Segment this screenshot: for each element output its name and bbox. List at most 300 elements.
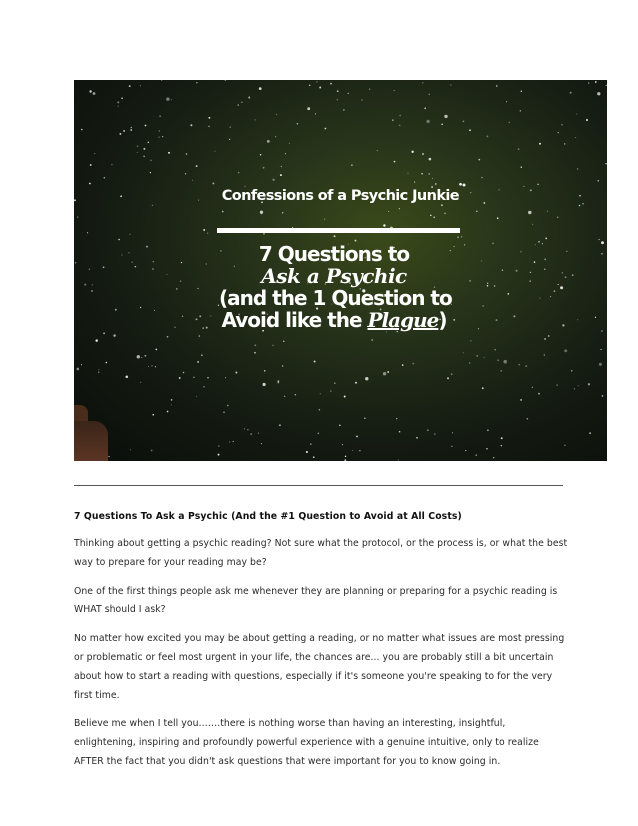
star xyxy=(176,288,178,290)
star xyxy=(452,432,453,433)
star xyxy=(399,431,401,433)
star xyxy=(137,152,138,153)
hero-image xyxy=(74,80,607,461)
star xyxy=(545,238,547,240)
star xyxy=(267,140,270,143)
star xyxy=(450,85,451,86)
star xyxy=(279,424,281,426)
star xyxy=(254,344,256,346)
star xyxy=(153,261,155,263)
star xyxy=(330,83,332,85)
star xyxy=(365,377,368,380)
star xyxy=(538,393,540,395)
star xyxy=(137,355,140,358)
headline-script: Ask a Psychic xyxy=(261,264,407,288)
star xyxy=(282,365,284,367)
star xyxy=(207,377,209,379)
star xyxy=(359,450,360,451)
star xyxy=(402,364,404,366)
star xyxy=(150,160,151,161)
star xyxy=(476,355,478,357)
star xyxy=(348,93,349,94)
star xyxy=(81,129,83,131)
star xyxy=(435,183,437,185)
star xyxy=(588,383,590,385)
star xyxy=(574,388,575,389)
star xyxy=(316,81,317,82)
star xyxy=(261,443,262,444)
star xyxy=(120,195,122,197)
star xyxy=(595,81,597,83)
star xyxy=(129,85,131,87)
star xyxy=(281,166,282,167)
star xyxy=(150,172,151,173)
star xyxy=(497,359,499,361)
star xyxy=(399,125,400,126)
star xyxy=(487,136,489,138)
star xyxy=(297,123,299,125)
star xyxy=(388,211,389,212)
star xyxy=(530,189,532,191)
star xyxy=(422,153,424,155)
star xyxy=(499,189,500,190)
star xyxy=(601,241,604,244)
star xyxy=(87,232,88,233)
star xyxy=(539,143,541,145)
headline-line-4-suffix: ) xyxy=(438,308,447,332)
star xyxy=(108,456,109,457)
star xyxy=(319,87,321,89)
star xyxy=(364,417,365,418)
star xyxy=(396,418,397,419)
star xyxy=(104,177,106,179)
star xyxy=(441,204,443,206)
star xyxy=(248,97,250,99)
star xyxy=(334,382,335,383)
star xyxy=(482,387,484,389)
star xyxy=(197,288,198,289)
headline-line-4 xyxy=(219,309,449,331)
star xyxy=(544,259,546,261)
star xyxy=(98,372,99,373)
star xyxy=(351,164,353,166)
star xyxy=(570,92,572,94)
star xyxy=(429,94,430,95)
star xyxy=(556,384,557,385)
star xyxy=(224,80,226,81)
star xyxy=(534,261,536,263)
star xyxy=(74,199,76,201)
star xyxy=(576,113,577,114)
horizontal-rule xyxy=(74,485,563,486)
star xyxy=(475,454,477,456)
star xyxy=(95,339,97,341)
star xyxy=(565,276,567,278)
star xyxy=(84,284,86,286)
star xyxy=(76,368,79,371)
star xyxy=(451,446,452,447)
star xyxy=(606,85,607,86)
star xyxy=(146,246,148,248)
star xyxy=(166,97,170,101)
headline-line-4-prefix: Avoid like the xyxy=(221,308,368,332)
star xyxy=(564,143,566,145)
star xyxy=(182,316,183,317)
star xyxy=(129,234,130,235)
star xyxy=(193,377,194,378)
star xyxy=(407,173,408,174)
star xyxy=(148,142,149,143)
star xyxy=(264,370,265,371)
star xyxy=(161,80,162,81)
star xyxy=(561,124,563,126)
star xyxy=(544,268,546,270)
star xyxy=(140,307,141,308)
star xyxy=(263,233,265,235)
star xyxy=(433,216,435,218)
star xyxy=(416,437,418,439)
star xyxy=(250,433,252,435)
star xyxy=(602,395,604,397)
star xyxy=(518,148,520,150)
star xyxy=(426,120,429,123)
star xyxy=(121,254,122,255)
star xyxy=(579,205,581,207)
star xyxy=(244,428,245,429)
star xyxy=(453,319,455,321)
star xyxy=(199,335,201,337)
star xyxy=(260,154,262,156)
star xyxy=(334,235,336,237)
star xyxy=(159,115,160,116)
star xyxy=(167,411,169,413)
star xyxy=(314,361,316,363)
star xyxy=(478,159,480,161)
star xyxy=(599,239,600,240)
star xyxy=(255,119,256,120)
star xyxy=(564,349,567,352)
star xyxy=(135,266,137,268)
star xyxy=(469,280,471,282)
star xyxy=(399,115,401,117)
star xyxy=(459,183,462,186)
star xyxy=(577,168,578,169)
star xyxy=(496,319,498,321)
star xyxy=(185,173,186,174)
star xyxy=(317,432,319,434)
star xyxy=(428,173,430,175)
star xyxy=(343,109,345,111)
star xyxy=(203,386,204,387)
star xyxy=(196,396,197,397)
star xyxy=(441,124,443,126)
star xyxy=(361,99,362,100)
star xyxy=(597,180,599,182)
star xyxy=(463,121,465,123)
star xyxy=(330,391,331,392)
article-body xyxy=(74,508,569,782)
star xyxy=(315,113,316,114)
star xyxy=(260,210,263,213)
star xyxy=(339,425,340,426)
star xyxy=(92,284,93,285)
star xyxy=(275,136,276,137)
star xyxy=(196,82,197,83)
star xyxy=(595,317,596,318)
star xyxy=(601,330,603,332)
star xyxy=(158,136,159,137)
star xyxy=(144,355,146,357)
star xyxy=(91,290,93,292)
star xyxy=(276,114,277,115)
star xyxy=(530,272,531,273)
star xyxy=(444,213,446,215)
star xyxy=(117,101,119,103)
star xyxy=(132,262,133,263)
star xyxy=(272,345,273,346)
star xyxy=(544,354,545,355)
star xyxy=(123,130,125,132)
star xyxy=(113,334,115,336)
star xyxy=(544,338,546,340)
star xyxy=(121,97,123,99)
star xyxy=(520,399,522,401)
star xyxy=(145,125,147,127)
article-title: 7 Questions To Ask a Psychic (And the #1 Question to Avoid at All Costs) xyxy=(74,511,462,522)
star xyxy=(352,450,353,451)
star xyxy=(130,449,131,450)
star xyxy=(183,372,185,374)
star xyxy=(179,377,181,379)
star xyxy=(509,122,510,123)
star xyxy=(210,315,211,316)
star xyxy=(521,166,523,168)
star xyxy=(171,404,172,405)
star xyxy=(434,433,436,435)
star xyxy=(207,233,208,234)
star xyxy=(572,274,574,276)
star xyxy=(202,327,204,329)
star xyxy=(421,173,423,175)
star xyxy=(218,445,219,446)
star xyxy=(192,180,193,181)
star xyxy=(558,284,559,285)
star xyxy=(89,90,91,92)
star xyxy=(355,382,357,384)
star xyxy=(190,124,192,126)
star xyxy=(461,236,462,237)
star xyxy=(159,130,161,132)
star xyxy=(548,335,550,337)
star xyxy=(280,174,282,176)
star xyxy=(605,163,606,164)
star xyxy=(103,332,105,334)
star xyxy=(377,150,378,151)
star xyxy=(463,352,464,353)
star xyxy=(478,328,479,329)
star xyxy=(582,203,584,205)
star xyxy=(235,372,237,374)
star xyxy=(444,115,447,118)
star xyxy=(201,355,202,356)
star xyxy=(295,394,296,395)
star xyxy=(89,269,91,271)
star xyxy=(209,117,211,119)
star xyxy=(492,243,494,245)
star xyxy=(324,219,325,220)
star xyxy=(272,179,274,181)
star xyxy=(128,252,129,253)
star xyxy=(310,443,311,444)
star xyxy=(450,250,451,251)
star xyxy=(148,366,149,367)
star xyxy=(487,429,489,431)
star xyxy=(469,129,471,131)
star xyxy=(94,153,95,154)
star xyxy=(451,373,453,375)
headline-plague: Plague xyxy=(367,308,439,332)
star xyxy=(507,293,509,295)
star xyxy=(503,360,507,364)
star xyxy=(398,459,399,460)
star xyxy=(167,336,169,338)
star xyxy=(535,244,536,245)
star xyxy=(528,211,531,214)
star xyxy=(578,385,579,386)
star xyxy=(227,405,229,407)
hero-text-block xyxy=(219,188,469,332)
star xyxy=(483,202,485,204)
star xyxy=(166,274,167,275)
star xyxy=(89,183,91,185)
star xyxy=(241,102,242,103)
star xyxy=(454,246,455,247)
star xyxy=(494,285,496,287)
star xyxy=(493,457,494,458)
star xyxy=(523,186,524,187)
star xyxy=(532,224,533,225)
star xyxy=(171,399,173,401)
star xyxy=(199,315,201,317)
star xyxy=(141,357,142,358)
star xyxy=(586,119,588,121)
headline-line-3: (and the 1 Question to xyxy=(219,286,452,310)
star xyxy=(258,433,259,434)
star xyxy=(575,137,576,138)
star xyxy=(283,341,284,342)
star xyxy=(115,309,117,311)
star xyxy=(525,365,527,367)
star xyxy=(153,414,155,416)
star xyxy=(222,211,224,213)
star xyxy=(516,270,518,272)
article-paragraph: Thinking about getting a psychic reading? Not sure what the protocol, or the process is, or what the best way to prepare for your reading may be? xyxy=(74,538,568,568)
star xyxy=(430,215,432,217)
headline-line-1: 7 Questions to xyxy=(258,242,410,266)
star xyxy=(171,99,172,100)
star xyxy=(465,450,466,451)
star xyxy=(521,90,523,92)
star xyxy=(476,211,477,212)
star xyxy=(206,263,207,264)
star xyxy=(383,224,385,226)
star xyxy=(518,364,520,366)
star xyxy=(484,357,485,358)
star xyxy=(482,305,483,306)
star xyxy=(550,296,551,297)
star xyxy=(233,441,234,442)
star xyxy=(566,251,567,252)
star xyxy=(119,133,121,135)
star xyxy=(501,445,503,447)
star xyxy=(197,361,199,363)
star xyxy=(223,412,224,413)
star xyxy=(369,89,370,90)
star xyxy=(481,260,482,261)
star xyxy=(263,167,265,169)
article-paragraph: No matter how excited you may be about getting a reading, or no matter what issues are most pressing or problematic or feel most urgent in your life, the chances are... you are probably still a bit uncertain about how to start a reading with questions, especially if it's someone you're speaking to for the very first time. xyxy=(74,633,565,701)
star xyxy=(557,217,558,218)
star xyxy=(470,340,471,341)
star xyxy=(306,451,308,453)
star xyxy=(539,298,540,299)
star xyxy=(538,241,540,243)
star xyxy=(411,151,413,153)
star xyxy=(319,409,321,411)
star xyxy=(344,459,346,461)
star xyxy=(494,349,496,351)
star xyxy=(118,105,119,106)
star xyxy=(93,92,96,95)
star xyxy=(457,237,458,238)
star xyxy=(152,268,153,269)
star xyxy=(513,315,515,317)
star xyxy=(151,450,153,452)
star xyxy=(81,364,82,365)
star xyxy=(143,148,145,150)
star xyxy=(342,444,343,445)
star xyxy=(422,82,423,83)
star xyxy=(320,393,321,394)
star xyxy=(597,92,600,95)
hero-divider xyxy=(217,228,460,233)
star xyxy=(481,177,482,178)
star xyxy=(486,448,487,449)
star xyxy=(547,211,548,212)
star xyxy=(394,161,396,163)
star xyxy=(537,184,539,186)
star xyxy=(462,183,465,186)
star xyxy=(225,377,226,378)
star xyxy=(206,327,208,329)
star xyxy=(77,216,78,217)
star xyxy=(427,429,428,430)
star xyxy=(214,151,215,152)
star xyxy=(155,366,156,367)
star xyxy=(111,164,113,166)
star xyxy=(162,136,163,137)
star xyxy=(125,375,128,378)
star xyxy=(562,272,563,273)
rock-silhouette xyxy=(74,421,108,461)
star xyxy=(218,454,220,456)
star xyxy=(284,396,285,397)
star xyxy=(282,212,283,213)
star xyxy=(140,85,141,86)
star xyxy=(245,186,246,187)
star xyxy=(589,432,591,434)
star xyxy=(230,127,231,128)
